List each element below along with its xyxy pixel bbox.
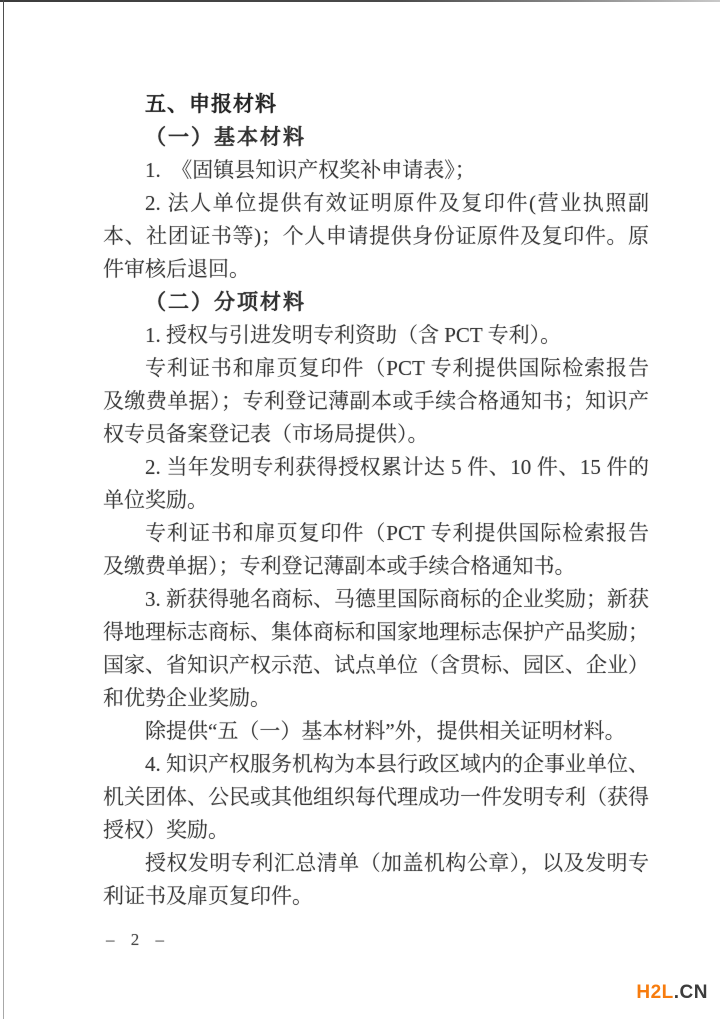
paragraph-item-3: 3. 新获得驰名商标、马德里国际商标的企业奖励；新获得地理标志商标、集体商标和国家地理标志保护产品奖励；国家、省知识产权示范、试点单位（含贯标、园区、企业）和优势企业奖励。	[103, 587, 649, 710]
scan-edge-top-line	[0, 0, 720, 2]
watermark-suffix-text: .CN	[673, 982, 708, 1003]
subsection-title-itemized: （二）分项材料	[145, 290, 306, 314]
watermark-brand-text: H2L	[636, 982, 674, 1003]
watermark-logo	[636, 982, 708, 1004]
section-title: 五、申报材料	[145, 93, 277, 116]
paragraph-item-1: 1. 授权与引进发明专利资助（含 PCT 专利）。	[145, 323, 562, 347]
subsection-title-basic: （一）基本材料	[145, 125, 306, 149]
paragraph-basic-item-2: 2. 法人单位提供有效证明原件及复印件(营业执照副本、社团证书等)；个人申请提供身份证原件及复印件。原件审核后退回。	[103, 191, 649, 281]
paragraph-basic-item-1: 1. 《固镇县知识产权奖补申请表》；	[145, 158, 476, 182]
paragraph-item-2-detail: 专利证书和扉页复印件（PCT 专利提供国际检索报告及缴费单据）；专利登记薄副本或手续合格通知书。	[103, 521, 649, 578]
paragraph-item-3-detail: 除提供“五（一）基本材料”外，提供相关证明材料。	[145, 719, 626, 743]
paragraph-item-4-detail: 授权发明专利汇总清单（加盖机构公章），以及发明专利证书及扉页复印件。	[103, 851, 649, 908]
page-number: – 2 –	[106, 930, 170, 949]
document-text-block	[103, 88, 649, 913]
paragraph-item-4: 4. 知识产权服务机构为本县行政区域内的企事业单位、机关团体、公民或其他组织每代理成功一件发明专利（获得授权）奖励。	[103, 752, 649, 842]
paragraph-item-1-detail: 专利证书和扉页复印件（PCT 专利提供国际检索报告及缴费单据）；专利登记薄副本或手续合格通知书；知识产权专员备案登记表（市场局提供）。	[103, 356, 649, 446]
scan-edge-left-line	[3, 0, 4, 1019]
paragraph-item-2: 2. 当年发明专利获得授权累计达 5 件、10 件、15 件的单位奖励。	[103, 455, 649, 512]
